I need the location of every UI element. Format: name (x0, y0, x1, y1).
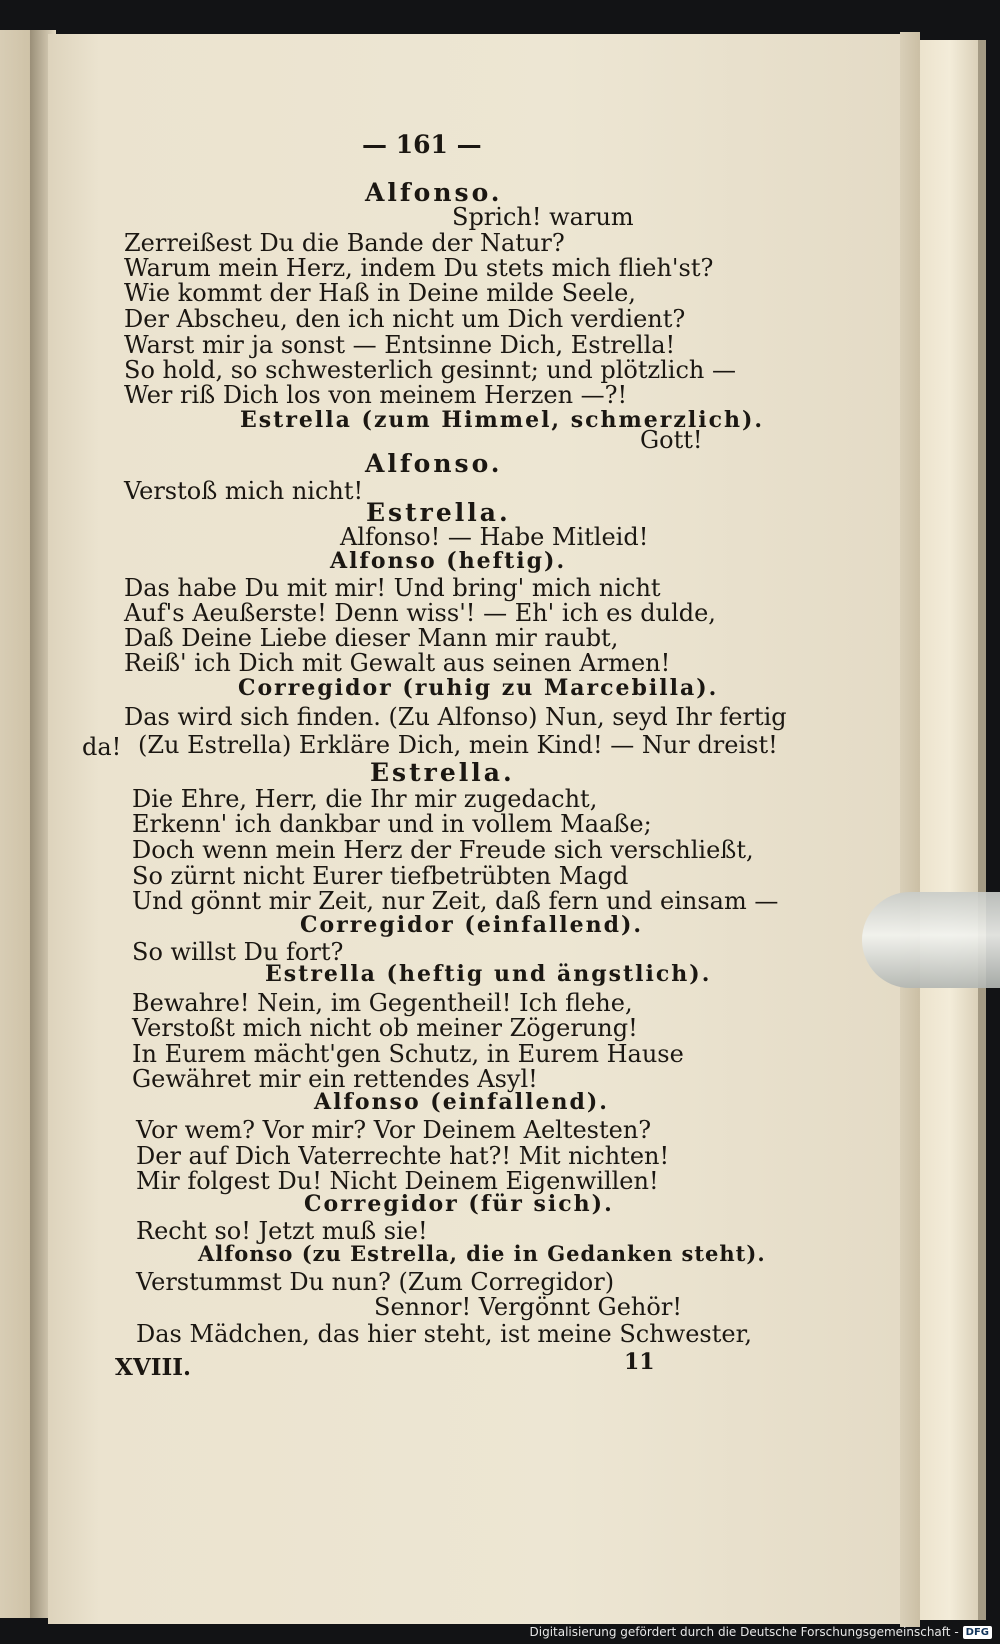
verse-line: Bewahre! Nein, im Gegentheil! Ich flehe, (132, 989, 633, 1017)
verse-line: Warst mir ja sonst — Entsinne Dich, Estrella! (124, 331, 676, 359)
footer-credit: Digitalisierung gefördert durch die Deutsche Forschungsgemeinschaft - (529, 1625, 959, 1639)
verse-line: Daß Deine Liebe dieser Mann mir raubt, (124, 624, 619, 652)
verse-line: Gewähret mir ein rettendes Asyl! (132, 1065, 538, 1093)
verse-line: Verstoß mich nicht! (124, 477, 364, 505)
verse-line: Der auf Dich Vaterrechte hat?! Mit nichten! (136, 1142, 670, 1170)
verse-line: Verstummst Du nun? (Zum Corregidor) (136, 1268, 615, 1296)
verse-line: Sennor! Vergönnt Gehör! (374, 1293, 682, 1321)
sheet-number: 11 (624, 1349, 655, 1375)
verse-line: In Eurem mächt'gen Schutz, in Eurem Hause (132, 1040, 684, 1068)
verse-line: da! (82, 733, 122, 761)
dfg-logo: DFG (963, 1626, 992, 1639)
verse-line: Reiß' ich Dich mit Gewalt aus seinen Armen! (124, 649, 671, 677)
verse-line: Verstoßt mich nicht ob meiner Zögerung! (132, 1014, 638, 1042)
verse-line: Zerreißest Du die Bande der Natur? (124, 229, 565, 257)
verse-line: Warum mein Herz, indem Du stets mich flieh'st? (124, 254, 714, 282)
verse-line: Das Mädchen, das hier steht, ist meine Schwester, (136, 1320, 753, 1348)
verse-line: So hold, so schwesterlich gesinnt; und plötzlich — (124, 356, 736, 384)
speaker-name: Estrella. (370, 758, 515, 787)
verse-line: So zürnt nicht Eurer tiefbetrübten Magd (132, 862, 629, 890)
verse-line: (Zu Estrella) Erkläre Dich, mein Kind! — Nur dreist! (138, 731, 778, 759)
verse-line: Das habe Du mit mir! Und bring' mich nicht (124, 574, 661, 602)
verse-line: Vor wem? Vor mir? Vor Deinem Aeltesten? (136, 1116, 652, 1144)
speaker-name: Estrella. (366, 498, 511, 527)
speaker-name: Alfonso (zu Estrella, die in Gedanken steht). (198, 1241, 766, 1266)
verse-line: Alfonso! — Habe Mitleid! (340, 523, 649, 551)
speaker-name: Alfonso (einfallend). (314, 1089, 609, 1115)
verse-line: Der Abscheu, den ich nicht um Dich verdient? (124, 305, 686, 333)
verse-line: Mir folgest Du! Nicht Deinem Eigenwillen! (136, 1167, 659, 1195)
verse-line: Recht so! Jetzt muß sie! (136, 1217, 428, 1245)
speaker-name: Alfonso. (365, 178, 503, 207)
signature-mark: XVIII. (115, 1354, 191, 1381)
verse-line: Wie kommt der Haß in Deine milde Seele, (124, 279, 636, 307)
speaker-name: Alfonso (heftig). (330, 548, 567, 574)
verse-line: Sprich! warum (452, 203, 634, 231)
verse-line: Das wird sich finden. (Zu Alfonso) Nun, seyd Ihr fertig (124, 703, 787, 731)
speaker-name: Alfonso. (365, 449, 503, 478)
speaker-name: Corregidor (einfallend). (300, 912, 644, 938)
speaker-name: Estrella (heftig und ängstlich). (265, 961, 712, 987)
verse-line: Auf's Aeußerste! Denn wiss'! — Eh' ich es dulde, (124, 599, 716, 627)
verse-line: Und gönnt mir Zeit, nur Zeit, daß fern und einsam — (132, 887, 779, 915)
verse-line: Doch wenn mein Herz der Freude sich verschließt, (132, 836, 754, 864)
speaker-name: Corregidor (ruhig zu Marcebilla). (238, 675, 719, 701)
verse-line: Erkenn' ich dankbar und in vollem Maaße; (132, 810, 652, 838)
verse-line: Gott! (640, 426, 703, 454)
digitization-footer (530, 1622, 993, 1642)
verse-line: Wer riß Dich los von meinem Herzen —?! (124, 381, 628, 409)
page-number: — 161 — (362, 130, 482, 159)
speaker-name: Estrella (zum Himmel, schmerzlich). (240, 407, 765, 433)
verse-line: So willst Du fort? (132, 938, 344, 966)
speaker-name: Corregidor (für sich). (304, 1191, 614, 1217)
verse-line: Die Ehre, Herr, die Ihr mir zugedacht, (132, 785, 598, 813)
